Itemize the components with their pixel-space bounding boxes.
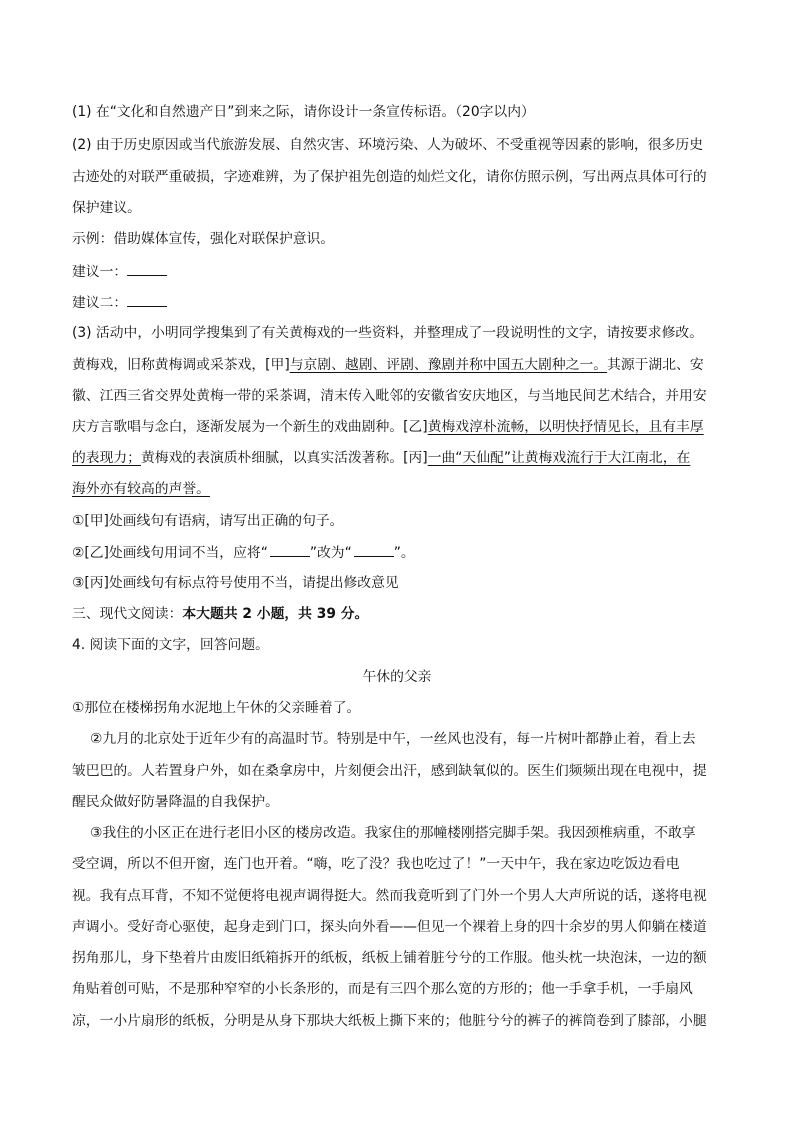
suggestion-2-label: 建议二： xyxy=(72,295,128,311)
huangmei-line-3 xyxy=(72,418,704,436)
section-score: 本大题共 2 小题，共 39 分。 xyxy=(182,606,369,622)
text-span: 黄梅戏，旧称黄梅调或采茶戏，[甲] xyxy=(72,357,290,373)
article-para-2-line-3: 醒民众做好防暑降温的自我保护。 xyxy=(72,794,279,810)
text-span: ②[乙]处画线句用词不当，应将“ xyxy=(72,545,268,561)
huangmei-line-5 xyxy=(72,480,210,498)
underlined-sentence-bing: 一曲“天仙配”让黄梅戏流行于大江南北，在 xyxy=(427,450,691,466)
text-span: 其源于湖北、安 xyxy=(607,357,704,373)
question-2-line-2: 古迹处的对联严重破损，字迹难辨，为了保护祖先创造的灿烂文化，请你仿照示例，写出两点具体可行的 xyxy=(72,169,707,185)
article-title: 午休的父亲 xyxy=(362,669,432,685)
article-para-3-line-4: 声调小。受好奇心驱使，起身走到门口，探头向外看——但见一个裸着上身的四十余岁的男人仰躺在楼道 xyxy=(72,919,707,935)
article-para-3-line-5: 拐角那儿，身下垫着片由废旧纸箱拆开的纸板，纸板上铺着脏兮兮的工作服。他头枕一块泡沫，一边的额 xyxy=(72,950,707,966)
huangmei-line-2: 徽、江西三省交界处黄梅一带的采茶调，清末传入毗邻的安徽省安庆地区，与当地民间艺术结合，并用安 xyxy=(72,388,707,404)
answer-blank xyxy=(354,543,394,557)
huangmei-line-4 xyxy=(72,449,690,467)
question-3-intro: (3) 活动中，小明同学搜集到了有关黄梅戏的一些资料，并整理成了一段说明性的文字，请按要求修改。 xyxy=(72,325,703,341)
suggestion-1 xyxy=(72,262,167,281)
suggestion-1-label: 建议一： xyxy=(72,264,128,280)
text-span: 庆方言歌唱与念白，逐渐发展为一个新生的戏曲剧种。[乙] xyxy=(72,419,428,435)
question-2-line-1: (2) 由于历史原因或当代旅游发展、自然灾害、环境污染、人为破坏、不受重视等因素的影响，很多历史 xyxy=(72,137,703,153)
article-para-2-line-1: ②九月的北京处于近年少有的高温时节。特别是中午，一丝风也没有，每一片树叶都静止着，看上去 xyxy=(90,731,696,747)
section-title: 三、现代文阅读： xyxy=(72,606,183,622)
underlined-sentence-jia: 与京剧、越剧、评剧、豫剧并称中国五大剧种之一。 xyxy=(289,357,608,373)
article-para-3-line-6: 角贴着创可贴，不是那种窄窄的小长条形的，而是有三四个那么宽的方形的；他一手拿手机，一手扇风 xyxy=(72,981,693,997)
text-span: 黄梅戏的表演质朴细腻，以真实活泼著称。[丙] xyxy=(140,450,428,466)
sub-question-2 xyxy=(72,543,415,562)
article-para-1: ①那位在楼梯拐角水泥地上午休的父亲睡着了。 xyxy=(72,700,361,716)
answer-blank xyxy=(127,262,167,276)
article-para-3-line-7: 凉，一小片扇形的纸板，分明是从身下那块大纸板上撕下来的；他脏兮兮的裤子的裤筒卷到了膝部，小腿 xyxy=(72,1013,707,1029)
sub-question-1: ①[甲]处画线句有语病，请写出正确的句子。 xyxy=(72,513,344,529)
article-para-3-line-2: 受空调，所以不但开窗，连门也开着。“嗨，吃了没？我也吃过了！”一天中午，我在家边吃饭边看电 xyxy=(72,856,680,872)
huangmei-line-1 xyxy=(72,356,704,374)
text-span: ”。 xyxy=(393,545,415,561)
article-para-3-line-1: ③我住的小区正在进行老旧小区的楼房改造。我家住的那幢楼刚搭完脚手架。我因颈椎病重，不敢享 xyxy=(90,825,696,841)
question-4: 4. 阅读下面的文字，回答问题。 xyxy=(72,637,269,653)
question-2-line-3: 保护建议。 xyxy=(72,200,141,216)
question-1: (1) 在“文化和自然遗产日”到来之际，请你设计一条宣传标语。（20字以内） xyxy=(72,104,535,120)
section-heading xyxy=(72,605,368,623)
sub-question-3: ③[丙]处画线句有标点符号使用不当，请提出修改意见 xyxy=(72,575,399,591)
underlined-sentence-yi-end: 的表现力； xyxy=(72,450,141,466)
text-span: ”改为“ xyxy=(309,545,352,561)
suggestion-2 xyxy=(72,293,167,312)
article-para-2-line-2: 皱巴巴的。人若置身户外，如在桑拿房中，片刻便会出汗，感到缺氧似的。医生们频频出现在电视中，提 xyxy=(72,763,707,779)
article-para-3-line-3: 视。我有点耳背，不知不觉便将电视声调得挺大。然而我竟听到了门外一个男人大声所说的话，遂将电视 xyxy=(72,888,707,904)
underlined-sentence-yi: 黄梅戏淳朴流畅，以明快抒情见长，且有丰厚 xyxy=(427,419,704,435)
example-text: 示例：借助媒体宣传，强化对联保护意识。 xyxy=(72,231,335,247)
answer-blank xyxy=(127,293,167,307)
answer-blank xyxy=(270,543,310,557)
underlined-sentence-bing-end: 海外亦有较高的声誉。 xyxy=(72,481,210,497)
